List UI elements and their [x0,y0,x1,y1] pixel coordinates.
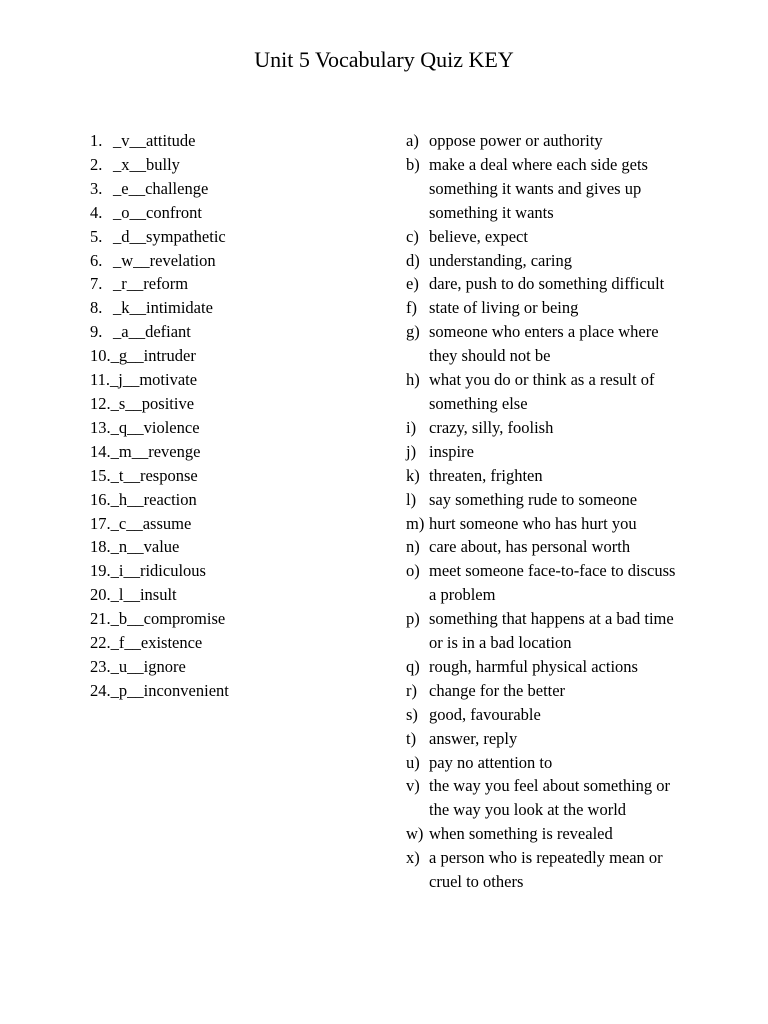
definition-text: a person who is repeatedly mean or cruel to others [429,848,663,892]
term-answer: _r__reform [113,274,189,294]
term-number: 11. [90,370,111,390]
definition-item [406,416,726,440]
definition-text: meet someone face-to-face to discuss a problem [429,561,676,605]
definition-letter: a) [406,131,419,150]
term-item [90,368,380,392]
term-item [90,153,380,177]
term-answer: _j__motivate [110,370,198,390]
terms-list [90,129,380,703]
term-answer: _w__revelation [113,250,216,270]
term-number: 5. [90,226,103,246]
term-answer: _m__revenge [110,441,201,461]
definition-letter: j) [406,441,417,461]
term-item [90,631,380,655]
term-item [90,129,380,153]
term-number: 22. [90,633,111,653]
definition-text: the way you feel about something or the way you look at the world [429,776,671,820]
definition-text: when something is revealed [429,824,613,844]
term-answer: _a__defiant [113,322,191,342]
definition-text: oppose power or authority [429,131,603,150]
definition-item [406,129,726,153]
definition-text: what you do or think as a result of something else [429,370,655,413]
term-item [90,679,380,703]
definition-letter: u) [406,752,420,772]
term-answer: _s__positive [110,393,195,413]
term-number: 21. [90,609,111,629]
term-answer: _b__compromise [110,609,226,629]
definition-item [406,822,726,846]
definition-letter: x) [406,848,420,868]
definition-text: crazy, silly, foolish [429,417,554,437]
term-item [90,416,380,440]
definition-text: believe, expect [429,226,528,246]
definition-letter: n) [406,537,420,557]
term-number: 23. [90,656,111,676]
term-number: 8. [90,298,103,318]
definition-letter: r) [406,680,417,700]
definition-letter: c) [406,226,419,246]
definition-item [406,559,726,607]
term-item [90,296,380,320]
term-number: 16. [90,489,111,509]
term-item [90,655,380,679]
definition-item [406,440,726,464]
definition-text: change for the better [429,680,566,700]
definition-item [406,249,726,273]
definition-item [406,774,726,822]
term-number: 1. [90,131,103,150]
term-number: 7. [90,274,103,294]
term-number: 12. [90,393,111,413]
definition-item [406,846,726,894]
term-item [90,488,380,512]
term-number: 15. [90,465,111,485]
term-number: 14. [90,441,111,461]
term-number: 20. [90,585,111,605]
definition-text: something that happens at a bad time or is in a bad location [429,609,674,653]
term-item [90,583,380,607]
term-item [90,320,380,344]
definition-letter: e) [406,274,419,294]
term-answer: _x__bully [113,154,180,174]
definition-item [406,703,726,727]
term-item [90,201,380,225]
definition-letter: f) [406,298,417,318]
term-answer: _g__intruder [110,346,196,366]
definition-item [406,679,726,703]
term-item [90,392,380,416]
term-answer: _f__existence [110,633,203,653]
definition-letter: d) [406,250,420,270]
term-item [90,177,380,201]
definition-item [406,464,726,488]
term-answer: _h__reaction [110,489,197,509]
term-number: 17. [90,513,111,533]
definition-item [406,512,726,536]
definition-text: rough, harmful physical actions [429,656,638,676]
term-answer: _n__value [110,537,180,557]
term-answer: _l__insult [110,585,177,605]
term-answer: _c__assume [110,513,192,533]
term-number: 18. [90,537,111,557]
term-answer: _d__sympathetic [113,226,226,246]
definition-text: state of living or being [429,298,579,318]
definition-item [406,751,726,775]
definition-letter: k) [406,465,420,485]
definition-letter: w) [406,824,424,844]
definition-item [406,655,726,679]
term-answer: _q__violence [110,417,200,437]
term-number: 24. [90,680,111,700]
definition-item [406,727,726,751]
page-title: Unit 5 Vocabulary Quiz KEY [254,47,514,72]
term-number: 6. [90,250,103,270]
term-number: 3. [90,178,103,198]
term-number: 10. [90,346,111,366]
term-answer: _i__ridiculous [110,561,206,581]
term-answer: _t__response [110,465,198,485]
term-item [90,344,380,368]
term-item [90,512,380,536]
term-answer: _u__ignore [110,656,186,676]
definition-text: understanding, caring [429,250,572,270]
definition-item [406,607,726,655]
term-number: 2. [90,154,103,174]
definitions-list [406,129,726,894]
definition-letter: s) [406,704,418,724]
definition-letter: i) [406,417,417,437]
definition-text: threaten, frighten [429,465,543,485]
definition-text: dare, push to do something difficult [429,274,665,294]
definition-letter: m) [406,513,425,533]
definition-letter: p) [406,609,420,629]
term-item [90,464,380,488]
term-item [90,272,380,296]
term-item [90,535,380,559]
definition-text: someone who enters a place where they should not be [429,322,659,366]
term-number: 9. [90,322,103,342]
definition-item [406,272,726,296]
term-answer: _p__inconvenient [110,680,229,700]
definition-letter: h) [406,370,420,390]
definition-text: inspire [429,441,474,461]
term-number: 13. [90,417,111,437]
term-answer: _e__challenge [113,178,209,198]
definition-text: pay no attention to [429,752,553,772]
definition-item [406,320,726,368]
definition-item [406,153,726,225]
term-item [90,559,380,583]
definition-text: hurt someone who has hurt you [429,513,637,533]
definition-letter: o) [406,561,420,581]
definition-text: make a deal where each side gets something it wants and gives up something it wants [429,154,648,222]
definition-letter: l) [406,489,417,509]
definition-item [406,225,726,249]
definition-item [406,296,726,320]
term-answer: _v__attitude [113,131,196,150]
term-item [90,225,380,249]
definition-text: care about, has personal worth [429,537,631,557]
term-item [90,607,380,631]
definition-letter: g) [406,322,420,342]
term-item [90,249,380,273]
term-item [90,440,380,464]
definition-letter: v) [406,776,420,796]
definition-letter: t) [406,728,417,748]
definition-item [406,488,726,512]
term-answer: _k__intimidate [113,298,213,318]
definition-item [406,368,726,416]
definition-text: answer, reply [429,728,518,748]
term-number: 19. [90,561,111,581]
definition-text: good, favourable [429,704,541,724]
term-answer: _o__confront [113,202,202,222]
definition-letter: b) [406,154,420,174]
definition-item [406,535,726,559]
term-number: 4. [90,202,103,222]
definition-letter: q) [406,656,420,676]
definition-text: say something rude to someone [429,489,638,509]
